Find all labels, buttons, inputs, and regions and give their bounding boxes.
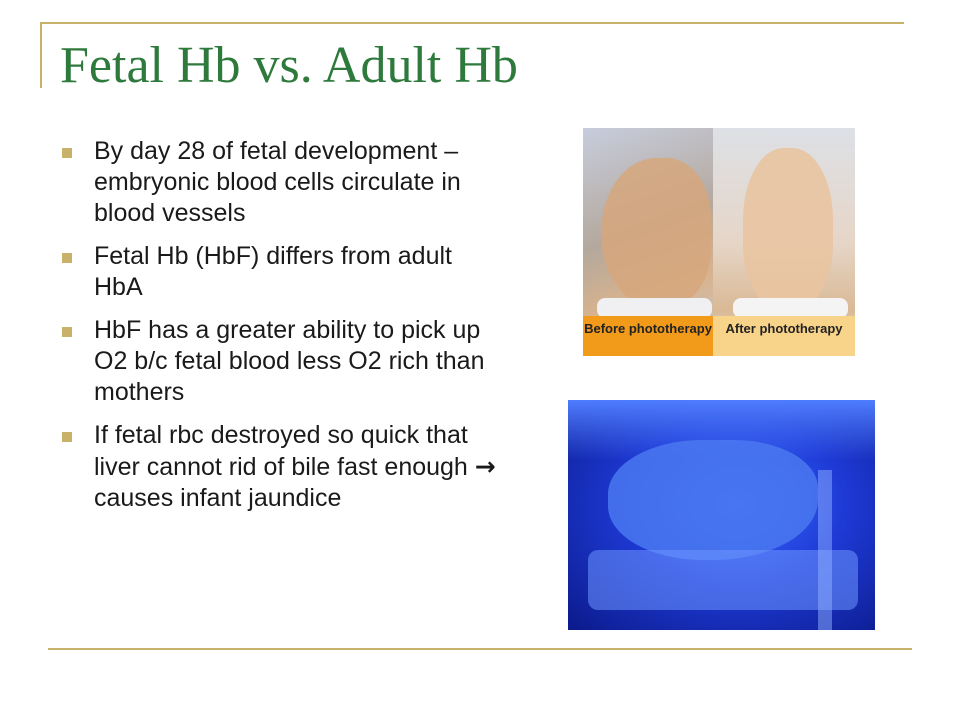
- bullet-text: HbF has a greater ability to pick up O2 b/c fetal blood less O2 rich than mothers: [94, 316, 485, 406]
- bullet-item: [60, 420, 500, 514]
- bottom-rule: [48, 648, 912, 650]
- bullet-item: [60, 315, 500, 408]
- before-caption: Before phototherapy: [584, 321, 712, 336]
- infant-silhouette: [608, 440, 818, 560]
- jaundiced-infant: [601, 158, 711, 308]
- bullet-marker: [62, 432, 72, 442]
- bullet-text: If fetal rbc destroyed so quick that liver cannot rid of bile fast enough: [94, 421, 468, 481]
- bullet-marker: [62, 253, 72, 263]
- slide-title: Fetal Hb vs. Adult Hb: [60, 37, 518, 94]
- bullet-marker: [62, 327, 72, 337]
- diaper: [597, 298, 712, 318]
- diaper: [733, 298, 848, 318]
- top-rule: [40, 22, 904, 24]
- bullet-item: [60, 136, 500, 229]
- phototherapy-comparison-photo: [583, 128, 855, 356]
- bullet-item: [60, 241, 500, 303]
- treated-infant: [743, 148, 833, 308]
- left-rule: [40, 22, 42, 88]
- arrow-icon: →: [474, 452, 496, 481]
- bullet-text: Fetal Hb (HbF) differs from adult HbA: [94, 242, 452, 301]
- before-caption-band: [583, 316, 713, 356]
- incubator-frame: [818, 470, 832, 630]
- bullet-text: By day 28 of fetal development – embryonic blood cells circulate in blood vessels: [94, 137, 461, 227]
- infant-under-blue-light-photo: [568, 400, 875, 630]
- bullet-list: [60, 136, 500, 526]
- after-caption-band: [713, 316, 855, 356]
- after-caption: After phototherapy: [725, 321, 843, 336]
- bullet-text-continued: causes infant jaundice: [94, 484, 342, 512]
- bullet-marker: [62, 148, 72, 158]
